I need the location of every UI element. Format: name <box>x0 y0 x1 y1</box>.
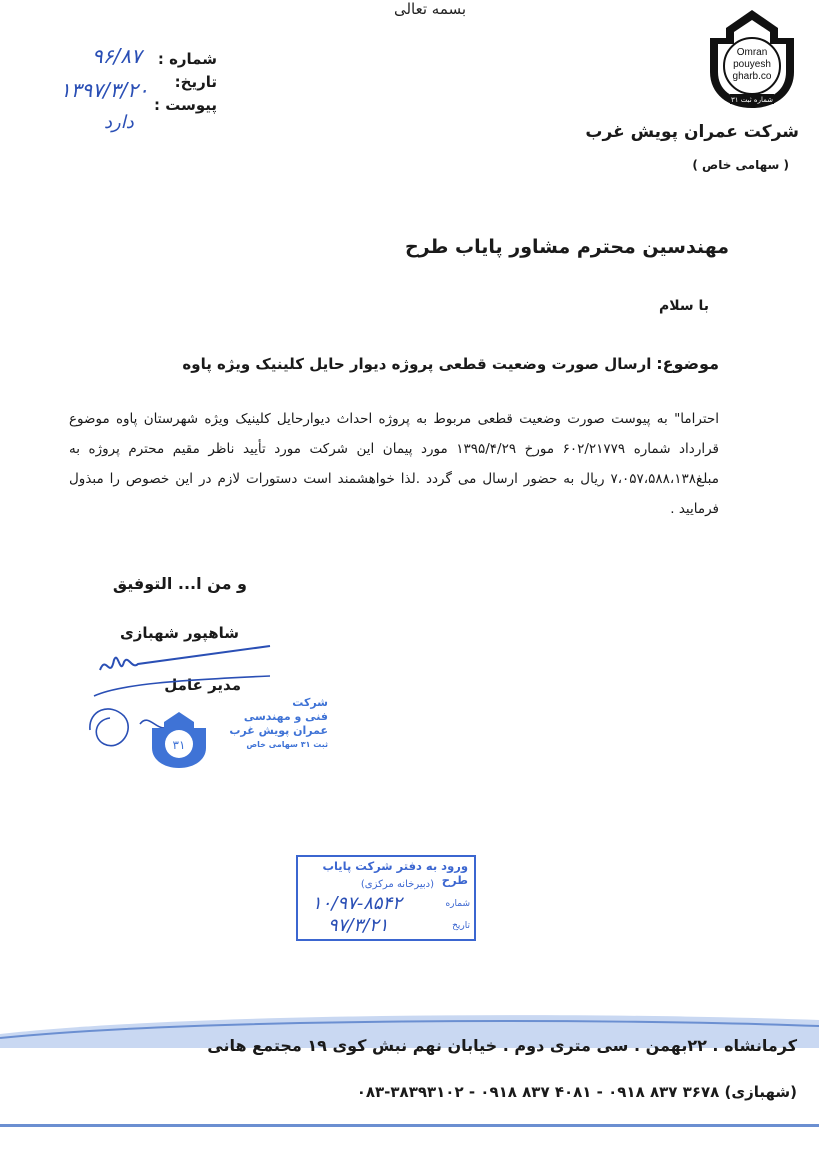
seal-emblem-icon <box>148 710 210 770</box>
company-seal <box>148 696 328 772</box>
subject-label: موضوع: <box>656 354 719 373</box>
stamp-title: ورود به دفتر شرکت پایاب طرح <box>322 859 468 887</box>
seal-line4: ثبت ۳۱ سهامی خاص <box>246 740 328 749</box>
signer-name: شاهپور شهبازی <box>120 624 239 642</box>
attachment-value: دارد <box>104 112 134 133</box>
greeting: با سلام <box>658 298 709 314</box>
stamp-date-value: ۹۷/۳/۲۱ <box>328 915 389 936</box>
logo-text-line2: pouyesh <box>733 59 771 70</box>
date-value: ۱۳۹۷/۳/۲۰ <box>60 78 149 102</box>
subject-text: ارسال صورت وضعیت قطعی پروژه دیوار حایل کلینیک ویژه پاوه <box>182 355 652 373</box>
subject <box>79 354 719 373</box>
stamp-number-value: ۱۰/۹۷-۸۵۴۲ <box>312 893 402 914</box>
company-logo <box>700 8 804 112</box>
letter-body: احتراما" به پیوست صورت وضعیت قطعی مربوط به پروژه احداث دیوارحایل کلینیک ویژه شهرستان پاوه موضوع قرارداد شماره ۶۰۲/۲۱۷۷۹ مورخ ۱۳۹۵/۴/۲۹ مورد پیمان این شرکت مورد تأیید ناظر مقیم محترم پروژه به مبلغ۷،۰۵۷،۵۸۸،۱۳۸ ریال به حضور ارسال می گردد .لذا خواهشمند است دستورات لازم در این خصوص را مبذول فرمایید . <box>69 411 719 517</box>
footer-address: کرمانشاه . ۲۲بهمن . سی متری دوم . خیابان نهم نبش کوی ۱۹ مجتمع هانی <box>207 1036 797 1055</box>
stamp-date-label: تاریخ <box>452 921 470 931</box>
company-name: شرکت عمران پویش غرب <box>585 122 799 142</box>
closing: و من ا... التوفیق <box>112 574 247 593</box>
received-stamp <box>296 855 476 941</box>
seal-number: ۳۱ <box>172 738 186 752</box>
recipient: مهندسین محترم مشاور پایاب طرح <box>404 236 729 258</box>
seal-line2: فنی و مهندسی <box>243 710 328 723</box>
logo-reg: شماره ثبت ۳۱ <box>730 96 774 104</box>
stamp-subtitle: (دبیرخانه مرکزی) <box>360 879 434 890</box>
company-type: ( سهامی خاص ) <box>692 158 789 172</box>
logo-text-line1: Omran <box>736 47 768 58</box>
footer-phones: ۰۸۳-۳۸۳۹۳۱۰۲ - ۰۹۱۸ ۸۳۷ ۴۰۸۱ - ۰۹۱۸ ۸۳۷ ۳۶۷۸ (شهبازی) <box>356 1083 797 1101</box>
number-label: شماره : <box>157 50 217 68</box>
number-value: ۹۶/۸۷ <box>92 44 142 68</box>
attachment-label: پیوست : <box>153 96 217 114</box>
seal-line3: عمران پویش غرب <box>229 724 328 737</box>
signer-title: مدیر عامل <box>164 676 241 694</box>
date-label: تاریخ: <box>174 73 217 91</box>
stamp-number-label: شماره <box>445 899 470 909</box>
logo-text-line3: gharb.co <box>732 71 772 82</box>
top-heading: بسمه تعالی <box>393 0 467 18</box>
footer-divider <box>0 1124 819 1127</box>
seal-line1: شرکت <box>292 696 328 709</box>
